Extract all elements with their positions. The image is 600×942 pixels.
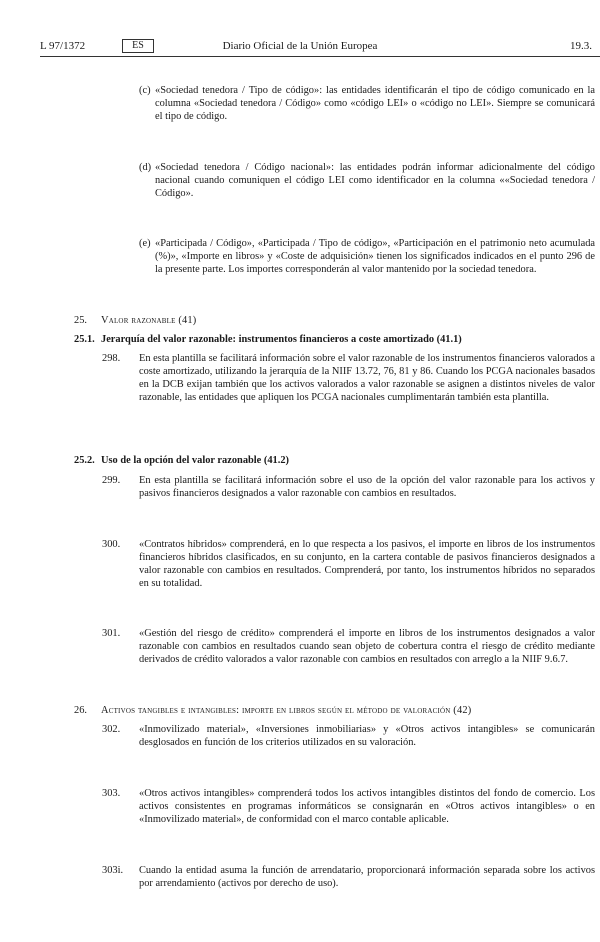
- paragraph-number: 300.: [102, 539, 121, 550]
- section-title: Activos tangibles e intangibles: importe en libros según el método de valoración (42): [101, 705, 472, 716]
- page-header: [0, 40, 600, 56]
- list-item-text: «Sociedad tenedora / Tipo de código»: las entidades identificarán el tipo de código comunicado en la columna «Sociedad tenedora / Código» como «código LEI» o «código no LEI». Siempre se comunicará el tipo de código.: [155, 85, 595, 122]
- paragraph-text: Cuando la entidad asuma la función de arrendatario, proporcionará información separada sobre los activos por arrendamiento (activos por derecho de uso).: [139, 865, 595, 889]
- subsection-number: 25.1.: [74, 334, 95, 345]
- paragraph-text: En esta plantilla se facilitará información sobre el valor razonable de los instrumentos financieros valorados a coste amortizado, utilizando la jerarquía de la NIIF 13.72, 76, 81 y 86. Cuando los PCGA nacionales basados en la DCB exijan también que los activos valorados a valor razonable se asignen a distintos niveles de valor razonable, las entidades que apliquen los PCGA nacionales cumplimentarán también esta plantilla.: [139, 353, 595, 403]
- subsection-heading-25-1: [74, 333, 594, 347]
- list-item-text: «Participada / Código», «Participada / Tipo de código», «Participación en el patrimonio neto acumulada (%)», «Importe en libros» y «Coste de adquisición» tienen los significados indicados en el punto 296 de la presente parte. Los importes corresponderán al valor mantenido por la sociedad tenedora.: [155, 238, 595, 275]
- paragraph-text: «Gestión del riesgo de crédito» comprenderá el importe en libros de los instrumentos designados a valor razonable con cambios en resultados cuando sean objeto de cobertura contra el riesgo de crédito mediante derivados de crédito valorados a valor razonable con cambios en resultados con arreglo a la NIIF 9.6.7.: [139, 628, 595, 665]
- paragraph-number: 298.: [102, 353, 121, 364]
- subsection-heading-25-2: [74, 454, 594, 468]
- journal-reference: L 97/1372: [40, 40, 86, 52]
- paragraph-text: «Inmovilizado material», «Inversiones inmobiliarias» y «Otros activos intangibles» se comunicarán desglosados en función de los criterios utilizados en su valoración.: [139, 724, 595, 748]
- paragraph-number: 301.: [102, 628, 121, 639]
- subsection-title: Uso de la opción del valor razonable (41.2): [101, 455, 289, 466]
- paragraph-number: 303.: [102, 788, 121, 799]
- subsection-title: Jerarquía del valor razonable: instrumentos financieros a coste amortizado (41.1): [101, 334, 462, 345]
- section-title: Valor razonable (41): [101, 315, 197, 326]
- list-item-label: (c): [139, 85, 151, 96]
- paragraph-text: «Otros activos intangibles» comprenderá todos los activos intangibles distintos del fondo de comercio. Los activos consistentes en programas informáticos se consignarán en «Otros activos intangibles» o en «Inmovilizado material», de conformidad con el marco contable aplicable.: [139, 788, 595, 825]
- section-number: 26.: [74, 705, 87, 716]
- paragraph-text: «Contratos híbridos» comprenderá, en lo que respecta a los pasivos, el importe en libros de los instrumentos financieros híbridos clasificados, en su conjunto, en la cartera contable de pasivos financieros designados a valor razonable con cambios en resultados. Comprenderá, por tanto, los instrumentos híbridos no separados en su totalidad.: [139, 539, 595, 589]
- journal-title: Diario Oficial de la Unión Europea: [222, 40, 378, 52]
- paragraph-text: En esta plantilla se facilitará información sobre el uso de la opción del valor razonable para los activos y pasivos financieros designados a valor razonable con cambios en resultados.: [139, 475, 595, 499]
- paragraph-number: 303i.: [102, 865, 124, 876]
- section-heading-26: [74, 704, 594, 718]
- paragraph-number: 302.: [102, 724, 121, 735]
- publication-date: 19.3.: [570, 40, 592, 52]
- list-item-text: «Sociedad tenedora / Código nacional»: las entidades podrán informar adicionalmente del código nacional cuando comuniquen el código LEI como identificador en la columna ««Sociedad tenedora / Código».: [155, 162, 595, 199]
- section-heading-25: [74, 314, 594, 328]
- list-item-label: (d): [139, 162, 152, 173]
- language-badge: ES: [122, 39, 154, 53]
- header-rule: [40, 56, 600, 57]
- section-number: 25.: [74, 315, 87, 326]
- subsection-number: 25.2.: [74, 455, 95, 466]
- list-item-label: (e): [139, 238, 151, 249]
- paragraph-number: 299.: [102, 475, 121, 486]
